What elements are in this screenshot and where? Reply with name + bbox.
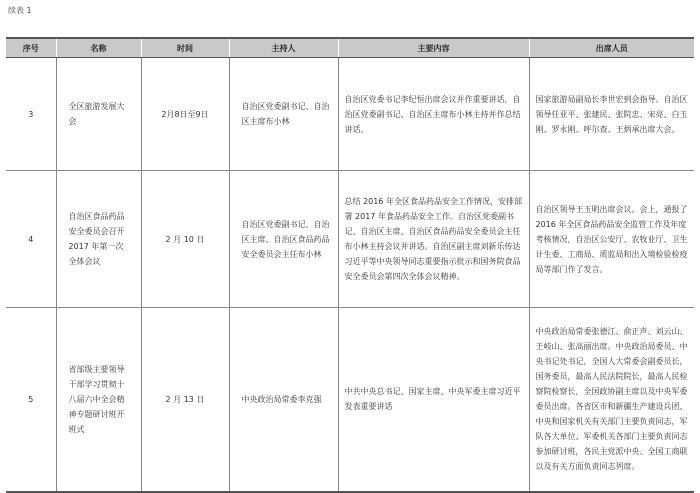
table-row [6,58,694,171]
meeting-name: 自治区食品药品安全委员会召开 2017 年第一次全体会议 [56,171,141,308]
meetings-table [6,37,694,493]
row-number: 5 [6,308,56,492]
meeting-content: 总结 2016 年全区食品药品安全工作情况，安排部署 2017 年食品药品安全工作。自治区党委副书记、自治区主席、自治区食品药品安全委员会主任布小林主持会议并讲话。自治区副主席刘新乐传达习近平等中央领导同志重要指示批示和国务院食品安全委员会第四次全体会议精神。 [338,171,529,308]
table-caption: 续表 1 [8,6,32,15]
meeting-content: 自治区党委书记李纪恒出席会议并作重要讲话，自治区党委副书记、自治区主席布小林主持并作总结讲话。 [338,58,529,171]
meeting-date: 2 月 13 日 [141,308,229,492]
meeting-attendees: 国家旅游局副局长李世宏到会指导。自治区领导任亚平、张建民、张院忠、宋亮、白玉刚、罗永刚、呼尔查、王炳承出席大会。 [529,58,694,171]
meeting-content: 中共中央总书记、国家主席、中央军委主席习近平发表重要讲话 [338,308,529,492]
meeting-name: 省部级主要领导干部学习贯彻十八届六中全会精神专题研讨班开班式 [56,308,141,492]
meeting-host: 中央政治局常委李克强 [229,308,338,492]
meeting-attendees: 中央政治局常委张德江、俞正声、刘云山、王岐山、张高丽出席。中央政治局委员、中央书记处书记，全国人大常委会副委员长，国务委员，最高人民法院院长，最高人民检察院检察长，全国政协副主席以及中央军委委员出席。各省区市和新疆生产建设兵团、中央和国家机关有关部门主要负责同志，军队各大单位、军委机关各部门主要负责同志参加研讨班，各民主党派中央、全国工商联以及有关方面负责同志列席。 [529,308,694,492]
header-content: 主要内容 [338,38,529,58]
table-row [6,308,694,492]
meeting-date: 2月8日至9日 [141,58,229,171]
meeting-host: 自治区党委副书记、自治区主席、自治区食品药品安全委员会主任布小林 [229,171,338,308]
meeting-attendees: 自治区领导王玉明出席会议。会上，通报了 2016 年全区食品药品安全监管工作及年度考核情况，自治区公安厅、农牧业厅、卫生计生委、工商局、质监局和出入境检验检疫局等部门作了发言。 [529,171,694,308]
row-number: 4 [6,171,56,308]
meeting-date: 2 月 10 日 [141,171,229,308]
header-attendees: 出席人员 [529,38,694,58]
table-row [6,171,694,308]
meeting-name: 全区旅游发展大会 [56,58,141,171]
header-number: 序号 [6,38,56,58]
header-date: 时间 [141,38,229,58]
row-number: 3 [6,58,56,171]
table-header-row [6,38,694,58]
header-host: 主持人 [229,38,338,58]
header-name: 名称 [56,38,141,58]
meeting-host: 自治区党委副书记、自治区主席布小林 [229,58,338,171]
